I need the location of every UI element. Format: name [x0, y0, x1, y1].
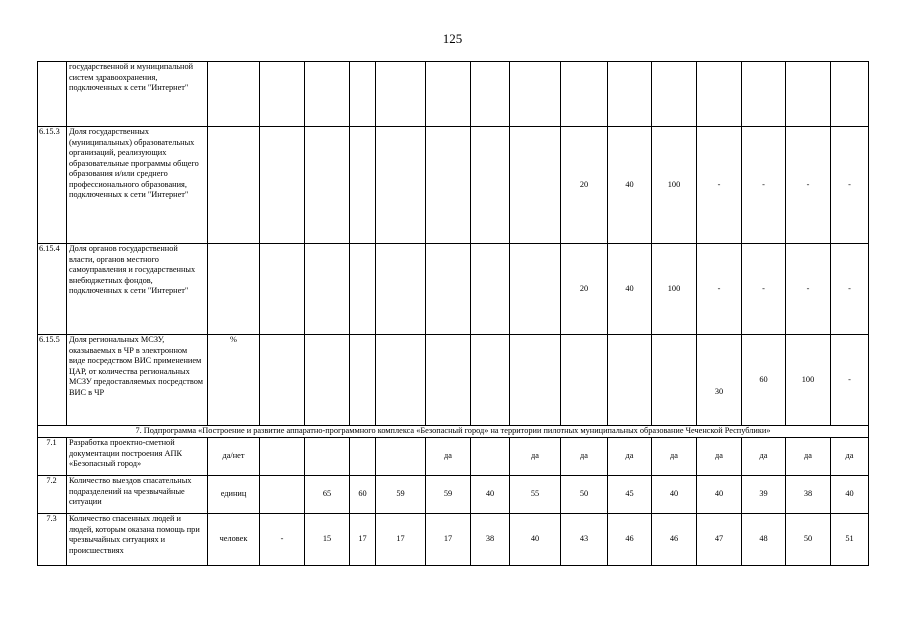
table-row [38, 62, 869, 127]
indicators-table [37, 61, 869, 566]
value-cell: 47 [697, 514, 742, 566]
value-cell: 55 [510, 476, 561, 514]
row-number [38, 62, 67, 127]
value-cell: 46 [652, 514, 697, 566]
value-cell: - [831, 335, 869, 426]
value-cell: 39 [742, 476, 786, 514]
value-cell: да [742, 438, 786, 476]
table-row [38, 335, 869, 426]
value-cell: 20 [561, 127, 608, 244]
indicator-name: Количество спасенных людей и людей, которым оказана помощь при чрезвычайных ситуациях и происшествиях [67, 514, 208, 566]
value-cell: 51 [831, 514, 869, 566]
value-cell: - [831, 244, 869, 335]
value-cell [471, 62, 510, 127]
value-cell [350, 438, 376, 476]
value-cell: - [786, 244, 831, 335]
value-cell [510, 127, 561, 244]
value-cell [742, 62, 786, 127]
value-cell: 59 [376, 476, 426, 514]
value-cell: 59 [426, 476, 471, 514]
value-cell [697, 62, 742, 127]
table-row [38, 244, 869, 335]
table-row [38, 438, 869, 476]
value-cell [350, 127, 376, 244]
value-cell [510, 244, 561, 335]
value-cell [426, 62, 471, 127]
value-cell [305, 335, 350, 426]
value-cell: 20 [561, 244, 608, 335]
value-cell: - [697, 127, 742, 244]
value-cell [376, 62, 426, 127]
value-cell [471, 244, 510, 335]
value-cell: 43 [561, 514, 608, 566]
value-cell [305, 244, 350, 335]
row-number: 6.15.3 [38, 127, 67, 244]
value-cell [305, 62, 350, 127]
table-row [38, 127, 869, 244]
value-cell [376, 335, 426, 426]
unit-cell: % [208, 335, 260, 426]
value-cell [426, 244, 471, 335]
value-cell [608, 62, 652, 127]
value-cell [260, 244, 305, 335]
value-cell: 40 [471, 476, 510, 514]
value-cell [652, 62, 697, 127]
value-cell [510, 62, 561, 127]
unit-cell [208, 62, 260, 127]
value-cell [260, 476, 305, 514]
value-cell [471, 438, 510, 476]
indicator-name: Доля государственных (муниципальных) образовательных организаций, реализующих образовательные программы общего образования и/или среднего профессионального образования, подключенных к сети "Интернет" [67, 127, 208, 244]
value-cell [510, 335, 561, 426]
value-cell [260, 438, 305, 476]
row-number: 7.2 [38, 476, 67, 514]
value-cell: да [561, 438, 608, 476]
value-cell: 65 [305, 476, 350, 514]
section-row [38, 426, 869, 438]
table-row [38, 476, 869, 514]
value-cell: 45 [608, 476, 652, 514]
value-cell [260, 62, 305, 127]
value-cell: - [697, 244, 742, 335]
value-cell [260, 335, 305, 426]
value-cell [350, 335, 376, 426]
value-cell: 38 [471, 514, 510, 566]
indicator-name: Количество выездов спасательных подразделений на чрезвычайные ситуации [67, 476, 208, 514]
page-number: 125 [442, 31, 463, 46]
value-cell: да [426, 438, 471, 476]
value-cell [376, 438, 426, 476]
indicator-name: государственной и муниципальной систем здравоохранения, подключенных к сети "Интернет" [67, 62, 208, 127]
value-cell [471, 127, 510, 244]
value-cell: да [652, 438, 697, 476]
value-cell: 60 [350, 476, 376, 514]
value-cell: 40 [697, 476, 742, 514]
value-cell: 100 [652, 244, 697, 335]
value-cell: 15 [305, 514, 350, 566]
value-cell [305, 127, 350, 244]
value-cell [831, 62, 869, 127]
value-cell: 40 [608, 127, 652, 244]
value-cell: 30 [697, 335, 742, 426]
value-cell: 40 [652, 476, 697, 514]
value-cell: да [786, 438, 831, 476]
value-cell: 50 [561, 476, 608, 514]
value-cell [561, 335, 608, 426]
value-cell: да [831, 438, 869, 476]
value-cell: 60 [742, 335, 786, 426]
value-cell: - [742, 244, 786, 335]
value-cell: да [697, 438, 742, 476]
value-cell [305, 438, 350, 476]
row-number: 7.1 [38, 438, 67, 476]
value-cell: 40 [608, 244, 652, 335]
value-cell: - [260, 514, 305, 566]
value-cell: 100 [786, 335, 831, 426]
value-cell [561, 62, 608, 127]
value-cell: - [786, 127, 831, 244]
value-cell: - [831, 127, 869, 244]
value-cell [350, 244, 376, 335]
value-cell: 38 [786, 476, 831, 514]
unit-cell: человек [208, 514, 260, 566]
value-cell [350, 62, 376, 127]
value-cell: 17 [350, 514, 376, 566]
value-cell: 46 [608, 514, 652, 566]
value-cell [652, 335, 697, 426]
value-cell: 40 [831, 476, 869, 514]
value-cell: да [608, 438, 652, 476]
value-cell [376, 127, 426, 244]
table-row [38, 514, 869, 566]
value-cell: 48 [742, 514, 786, 566]
row-number: 6.15.4 [38, 244, 67, 335]
unit-cell: единиц [208, 476, 260, 514]
value-cell [426, 127, 471, 244]
value-cell: 17 [426, 514, 471, 566]
row-number: 6.15.5 [38, 335, 67, 426]
value-cell: - [742, 127, 786, 244]
indicator-name: Разработка проектно-сметной документации построения АПК «Безопасный город» [67, 438, 208, 476]
unit-cell [208, 244, 260, 335]
subprogram-heading: 7. Подпрограмма «Построение и развитие аппаратно-программного комплекса «Безопасный город» на территории пилотных муниципальных образование Чеченской Республики» [38, 426, 869, 438]
value-cell [260, 127, 305, 244]
value-cell: 50 [786, 514, 831, 566]
value-cell [786, 62, 831, 127]
value-cell [376, 244, 426, 335]
indicator-name: Доля региональных МСЗУ, оказываемых в ЧР в электронном виде посредством ВИС применением ЦАР, от количества региональных МСЗУ предоставляемых посредством ВИС в ЧР [67, 335, 208, 426]
value-cell: 17 [376, 514, 426, 566]
unit-cell: да/нет [208, 438, 260, 476]
value-cell [608, 335, 652, 426]
value-cell [471, 335, 510, 426]
indicator-name: Доля органов государственной власти, органов местного самоуправления и государственных внебюджетных фондов, подключенных к сети "Интернет" [67, 244, 208, 335]
value-cell [426, 335, 471, 426]
value-cell: 40 [510, 514, 561, 566]
value-cell: 100 [652, 127, 697, 244]
value-cell: да [510, 438, 561, 476]
row-number: 7.3 [38, 514, 67, 566]
unit-cell [208, 127, 260, 244]
